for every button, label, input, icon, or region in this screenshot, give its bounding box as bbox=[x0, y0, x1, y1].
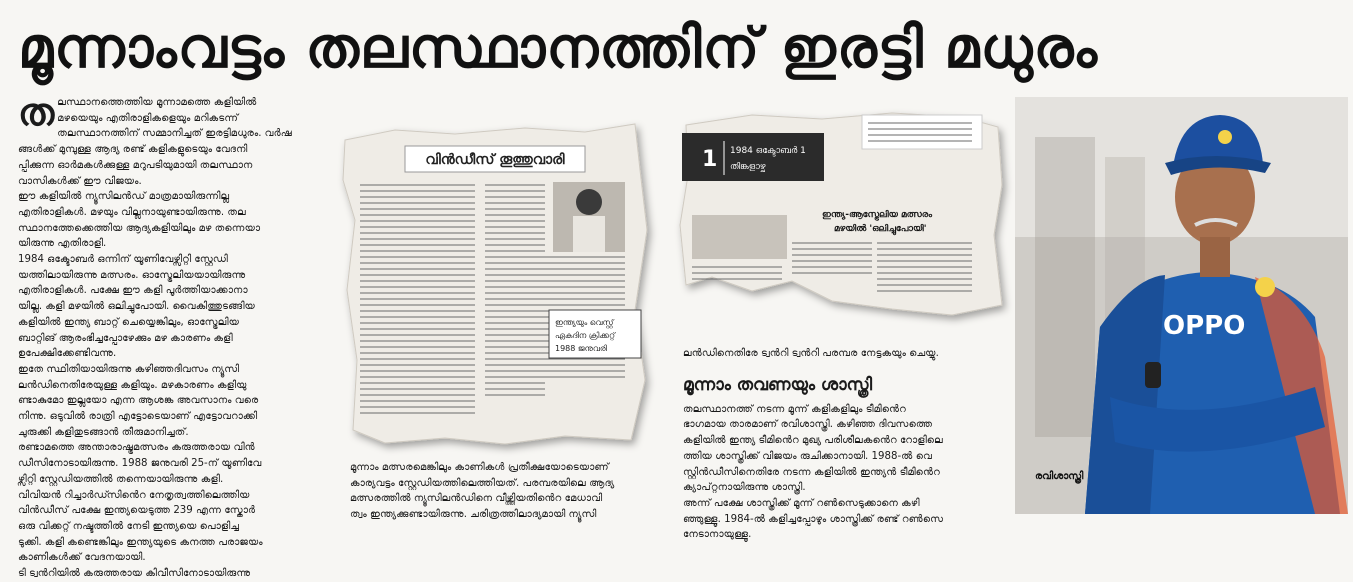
text-line: ഴ്സിറ്റി സ്റ്റേഡിയത്തിൽ തന്നെയായിരുന്നു കളി. bbox=[18, 473, 224, 485]
text-line: ലൻഡിനെതിരേയുള്ള കളിയും. മഴകാരണം കളിയു bbox=[18, 379, 247, 391]
text-line: ടി ട്വൻറിയിൽ കരുത്തരായ കിവീസിനോടായിരുന്നു bbox=[18, 568, 251, 580]
text-line: രണ്ടാമത്തെ അന്താരാഷ്ട്രമത്സരം കരുത്തരായ വിൻ bbox=[18, 442, 255, 454]
text-line: ഉപേക്ഷിക്കേണ്ടിവന്നു. bbox=[18, 348, 117, 360]
text-line: കളിയിൽ ഇന്ത്യ ടീമിൻെറ മുഖ്യ പരിശീലകൻെറ റോളിലെ bbox=[683, 435, 943, 447]
clipping-photo bbox=[692, 215, 787, 259]
headline: മൂന്നാംവട്ടം തലസ്ഥാനത്തിന് ഇരട്ടി മധുരം bbox=[18, 16, 1098, 81]
jersey-sponsor: OPPO bbox=[1163, 311, 1246, 341]
text-line: കളിയിൽ ഇന്ത്യ ബാറ്റ് ചെയ്യെങ്കിലും, ഓസ്ട്രേലിയ bbox=[18, 316, 240, 328]
badge-day: തിങ്കളാഴ്ച bbox=[730, 162, 766, 172]
text-line: നിന്നു. ഒടുവിൽ രാത്രി എട്ടോടെയാണ് എട്ടോവറാക്കി bbox=[18, 411, 258, 423]
newspaper-clipping-windies bbox=[335, 110, 653, 453]
text-line: എതിരാളികൾ. മഴയും വില്ലനായുണ്ടായിരുന്നു. തല bbox=[18, 206, 246, 218]
text-line: സ്ഥാനത്തേക്കെത്തിയ ആദ്യകളിയിലും മഴ തന്നെയാ bbox=[18, 222, 261, 234]
text-line: ബാറ്റിങ് ആരംഭിച്ചപ്പോഴേക്കും മഴ കാരണം കളി bbox=[18, 332, 233, 344]
text-line: മഴയെയും എതിരാളികളെയും മറികടന്ന് bbox=[57, 112, 239, 124]
article-column-2 bbox=[350, 460, 660, 530]
drop-cap: ത bbox=[18, 90, 55, 134]
text-line: വിൻഡീസ് പക്ഷേ ഇന്ത്യയെടുത്ത 239 എന്ന സ്കോർ bbox=[18, 505, 256, 517]
text-line: ഇതേ സ്ഥിതിയായിരുന്നു കഴിഞ്ഞദിവസം ന്യൂസി bbox=[18, 363, 240, 375]
text-line: ഡീസിനോടായിരുന്നു. 1988 ജനുവരി 25-ന് യൂണിവേ bbox=[18, 458, 262, 470]
badge-date: 1984 ഒക്ടോബർ 1 bbox=[730, 146, 806, 156]
text-line: മത്സരത്തിൽ ന്യൂസിലൻഡിനെ വീഴ്ത്തിയതിൻെറ മേധാവി bbox=[350, 493, 603, 505]
text-line: ത്വം ഇന്ത്യക്കുണ്ടായിരുന്നു. ചരിത്രത്തിലാദ്യമായി ന്യൂസി bbox=[350, 509, 597, 521]
article-column-1 bbox=[18, 90, 326, 580]
text-line: 1984 ഒക്ടോബർ ഒന്നിന് യൂണിവേഴ്സിറ്റി സ്റ്റേഡി bbox=[18, 254, 228, 266]
text-line: എതിരാളികൾ. പക്ഷേ ഈ കളി പൂർത്തിയാക്കാനാ bbox=[18, 285, 248, 297]
clipping-title: വിൻഡീസ് തൂത്തുവാരി bbox=[425, 152, 565, 168]
text-line: ടുക്കി. കളി കണ്ടെങ്കിലും ഇന്ത്യയുടെ കനത്ത പരാജയം bbox=[18, 536, 263, 548]
player-photo bbox=[1015, 97, 1348, 514]
text-line: യത്തിലായിരുന്നു മത്സരം. ഓസ്ട്രേലിയയായിരുന്നു bbox=[18, 269, 246, 281]
text-line: പ്പിക്കുന്ന ഓർമകൾക്കുള്ള മറുപടിയുമായി തലസ്ഥാന bbox=[18, 159, 253, 171]
text-line: ണ്ടാകുമോ ഇല്ലയോ എന്ന ആശങ്ക അവസാനം വരെ bbox=[18, 395, 259, 407]
clipping-inner-headline: മഴയിൽ 'ഒലിച്ചുപോയി' bbox=[834, 224, 927, 234]
text-line: നേടാനായുള്ളൂ. bbox=[683, 529, 752, 541]
text-line: വാസികൾക്ക് ഈ വിജയം. bbox=[18, 175, 142, 187]
watch bbox=[1145, 362, 1161, 388]
date-box-line: 1988 ജനുവരി bbox=[555, 344, 608, 353]
text-line: കാര്യവട്ടം സ്റ്റേഡിയത്തിലെത്തിയത്. പരമ്പരയിലെ ആദ്യ bbox=[350, 477, 615, 489]
text-line: ഞ്ഞുള്ളൂ. 1984-ൽ കളിച്ചപ്പോഴും ശാസ്ത്രിക്ക് രണ്ട് റൺസെ bbox=[683, 513, 944, 525]
text-line: ലൻഡിനെതിരേ ട്വൻറി ട്വൻറി പരമ്പര നേട്ടകയും ചെയ്യു. bbox=[683, 348, 939, 359]
text-line: മൂന്നാം മത്സരമെങ്കിലും കാണികൾ പ്രതീക്ഷയോടെയാണ് bbox=[350, 462, 609, 473]
text-line: തലസ്ഥാനത്തിന് സമ്മാനിച്ചത് ഇരട്ടിമധുരം. വർഷ bbox=[57, 128, 292, 140]
text-line: ത്തിയ ശാസ്ത്രിക്ക് വിജയം രുചിക്കാനായി. 1988-ൽ വെ bbox=[683, 450, 932, 462]
photo-caption: രവിശാസ്ത്രി bbox=[1035, 471, 1084, 482]
article-column-3 bbox=[683, 346, 998, 541]
text-line: യില്ല. കളി മഴയിൽ ഒലിച്ചുപോയി. വൈകിത്തുടങ്ങിയ bbox=[18, 301, 255, 313]
text-line: ഈ കളിയിൽ ന്യൂസിലൻഡ് മാത്രമായിരുന്നില്ല bbox=[18, 191, 230, 203]
date-box-line: ഏകദിന ക്രിക്കറ്റ് bbox=[555, 331, 616, 340]
text-line: ചുരുക്കി കളിതുടങ്ങാൻ തീരുമാനിച്ചത്. bbox=[18, 426, 189, 438]
text-line: ങ്ങൾക്ക് മുമ്പുള്ള ആദ്യ രണ്ട് കളികളുടെയും വേദനി bbox=[18, 144, 248, 156]
text-line: ഒരു വിക്കറ്റ് നഷ്ടത്തിൽ നേടി ഇന്ത്യയെ പൊളിച്ച bbox=[18, 520, 240, 532]
subheading: മൂന്നാം തവണയും ശാസ്ത്രി bbox=[683, 374, 873, 395]
text-line: അന്ന് പക്ഷേ ശാസ്ത്രിക്ക് മൂന്ന് റൺസെടുക്കാനെ കഴി bbox=[683, 497, 920, 509]
badge-number: 1 bbox=[702, 147, 718, 172]
text-line: ക്യാപ്റ്റനായിരുന്നു ശാസ്ത്രി. bbox=[683, 482, 806, 494]
clipping-inner-headline: ഇന്ത്യ-ആസ്ട്രേലിയ മത്സരം bbox=[822, 210, 932, 220]
text-line: കാണികൾക്ക് വേദനയായി. bbox=[18, 552, 146, 564]
newspaper-clipping-1984 bbox=[672, 105, 1007, 323]
text-line: ഭാഗമായ താരമാണ് രവിശാസ്ത്രി. കഴിഞ്ഞ ദിവസത്തെ bbox=[683, 419, 933, 431]
text-line: വിവിയൻ റിച്ചാർഡ്സിൻെറ നേതൃത്വത്തിലെത്തിയ bbox=[18, 489, 250, 501]
text-line: സ്റ്റിൻഡീസിനെതിരേ നടന്ന കളിയിൽ ഇന്ത്യൻ ടീമിൻെറ bbox=[683, 466, 940, 478]
text-line: തലസ്ഥാനത്ത് നടന്ന മൂന്ന് കളികളിലും ടീമിൻെറ bbox=[683, 403, 906, 415]
date-box-line: ഇന്ത്യയും വെസ്റ്റ് bbox=[555, 318, 614, 327]
text-line: ലസ്ഥാനത്തെത്തിയ മൂന്നാമത്തെ കളിയിൽ bbox=[57, 97, 257, 108]
text-line: യിരുന്നു എതിരാളി. bbox=[18, 238, 107, 250]
